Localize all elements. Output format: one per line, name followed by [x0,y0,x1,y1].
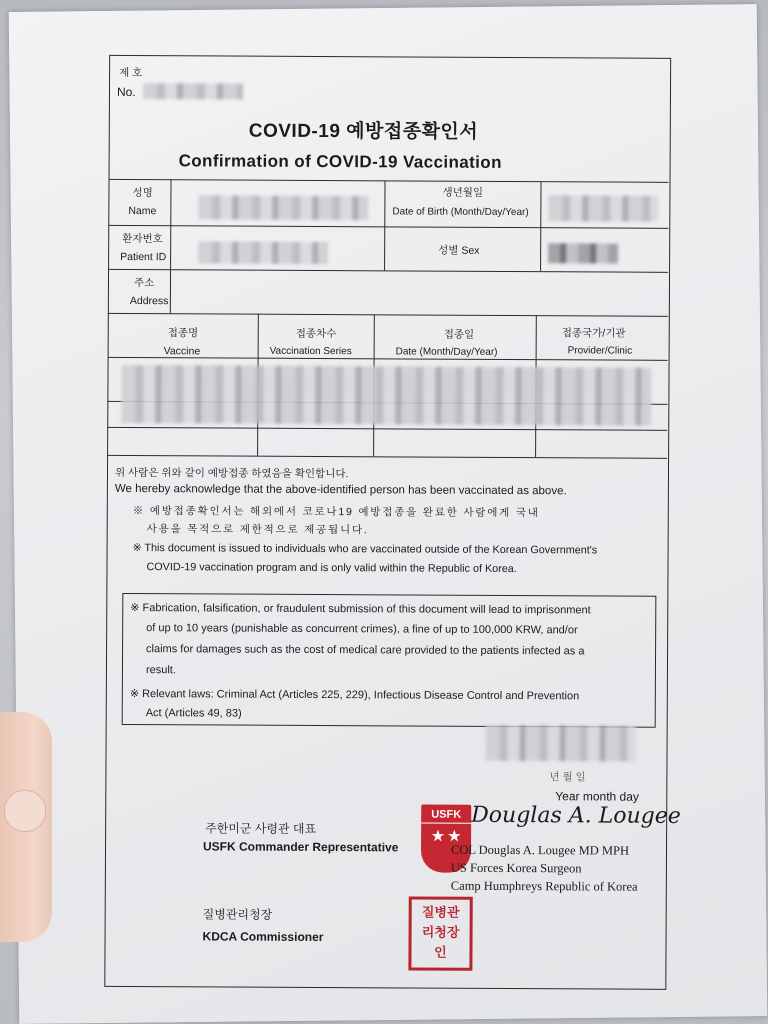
redacted-sex [548,243,618,263]
stamp-text: USFK [421,809,471,824]
series-header-ko: 접종차수 [295,327,337,341]
certificate-frame [104,55,681,988]
dob-label-ko: 생년월일 [442,186,484,199]
note-en-line2: COVID-19 vaccination program and is only valid within the Republic of Korea. [146,561,517,576]
date-label-en: Year month day [555,789,639,804]
kdca-label-ko: 질병관리청장 [202,907,273,922]
certificate-paper [9,4,768,1024]
note-ko-line1: ※ 예방접종확인서는 해외에서 코로나19 예방접종을 완료한 사람에게 국내 [132,505,540,520]
series-header-en: Vaccination Series [269,345,352,358]
signer-line2: US Forces Korea Surgeon [450,860,582,876]
name-label-en: Name [128,204,157,218]
acknowledgement-ko: 위 사람은 위와 같이 예방접종 하였음을 확인합니다. [114,466,349,481]
vaccine-header-en: Vaccine [163,345,201,358]
address-label-en: Address [129,295,169,308]
address-label-ko: 주소 [133,277,155,290]
handwritten-signature: Douglas A. Lougee [471,802,681,829]
vaccine-header-ko: 접종명 [167,327,199,340]
warning-line4: result. [145,664,176,677]
usfk-label-ko: 주한미군 사령관 대표 [205,821,317,836]
number-label-ko: 제 호 [119,66,143,80]
number-label-en: No. [116,84,136,100]
date-header-ko: 접종일 [443,328,475,341]
warning-line2: of up to 10 years (punishable as concurrent crimes), a fine of up to 100,000 KRW, and/or [146,622,578,637]
title-ko: COVID-19 예방접종확인서 [248,120,479,143]
signer-line1: COL Douglas A. Lougee MD MPH [450,842,630,858]
warning-line3: claims for damages such as the cost of medical care provided to the patients infected as a [146,643,585,658]
dob-label-en: Date of Birth (Month/Day/Year) [392,206,529,219]
signer-line3: Camp Humphreys Republic of Korea [450,878,638,894]
sex-label: 성별 Sex [438,244,480,257]
kdca-seal-icon [408,896,472,970]
patient-label-ko: 환자번호 [122,232,163,246]
title-en: Confirmation of COVID-19 Vaccination [178,151,502,172]
relevant-laws-line2: Act (Articles 49, 83) [145,707,242,720]
redacted-name [198,195,368,220]
provider-header-en: Provider/Clinic [567,345,633,357]
redacted-date [485,725,635,762]
redacted-vaccine-rows [121,365,651,426]
relevant-laws-line1: ※ Relevant laws: Criminal Act (Articles 225, 229), Infectious Disease Control and Prevention [129,688,580,703]
note-en-line1: ※ This document is issued to individuals who are vaccinated outside of the Korean Government's [132,542,598,557]
redacted-dob [548,195,658,222]
stamp-stars-icon: ★ ★ [431,827,461,844]
redacted-number [143,83,243,100]
note-ko-line2: 사용을 목적으로 제한적으로 제공됩니다. [146,523,369,537]
warning-line1: ※ Fabrication, falsification, or fraudulent submission of this document will lead to imprisonment [130,602,591,617]
usfk-label-en: USFK Commander Representative [202,839,399,855]
date-header-en: Date (Month/Day/Year) [395,346,498,358]
thumbnail-nail [4,790,46,832]
name-label-ko: 성명 [132,187,153,200]
provider-header-ko: 접종국가/기관 [561,327,626,340]
kdca-label-en: KDCA Commissioner [202,929,324,945]
seal-text: 질병관리청장인 [421,904,460,960]
acknowledgement-en: We hereby acknowledge that the above-identified person has been vaccinated as above. [114,482,567,498]
date-label-ko: 년 월 일 [549,771,586,784]
patient-label-en: Patient ID [120,250,167,264]
redacted-patient-id [198,241,328,264]
